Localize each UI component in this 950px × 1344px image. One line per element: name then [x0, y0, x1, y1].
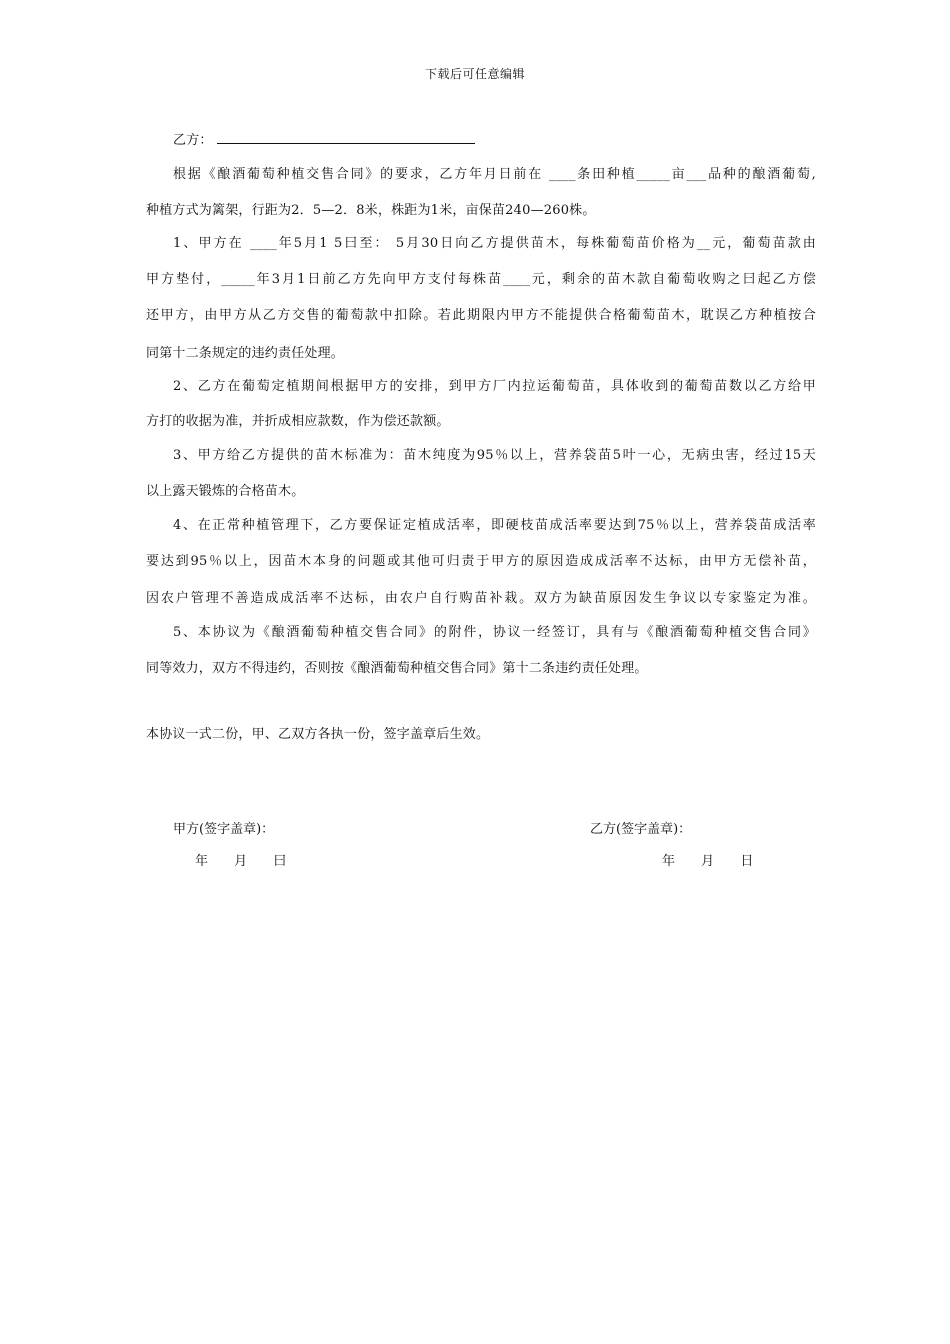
party-b-date	[662, 850, 753, 869]
clause-3-line: 以上露天锻炼的合格苗木。	[146, 484, 305, 499]
clause-1-line: 同第十二条规定的违约责任处理。	[146, 346, 345, 361]
clause-4-line: 因农户管理不善造成成活率不达标，由农户自行购苗补栽。双方为缺苗原因发生争议以专家鉴定为准。	[146, 591, 816, 606]
clause-1-line: 还甲方，由甲方从乙方交售的葡萄款中扣除。若此期限内甲方不能提供合格葡萄苗木，耽误乙方种植按合	[146, 308, 816, 323]
clause-2-line: 方打的收据为准，并折成相应款数，作为偿还款额。	[146, 414, 450, 429]
clause-3-line: 3、甲方给乙方提供的苗木标准为：苗木纯度为95％以上，营养袋苗5叶一心，无病虫害，经过15天	[173, 448, 816, 463]
clause-4-line: 4、在正常种植管理下，乙方要保证定植成活率，即硬枝苗成活率要达到75％以上，营养袋苗成活率	[173, 518, 816, 533]
clause-2-line: 2、乙方在葡萄定植期间根据甲方的安排，到甲方厂内拉运葡萄苗，具体收到的葡萄苗数以乙方给甲	[173, 379, 816, 394]
date-year: 年	[195, 854, 209, 869]
clause-1-line: 甲方垫付，_____年3月1日前乙方先向甲方支付每株苗____元，剩余的苗木款自葡萄收购之曰起乙方偿	[146, 272, 816, 287]
clause-4-line: 要达到95％以上，因苗木本身的问题或其他可归责于甲方的原因造成成活率不达标，由甲方无偿补苗，	[146, 554, 816, 569]
closing-statement: 本协议一式二份，甲、乙双方各执一份，签字盖章后生效。	[146, 727, 490, 742]
party-a-date	[195, 850, 286, 869]
party-b-blank	[217, 131, 475, 144]
paragraph-line: 种植方式为篱架，行距为2．5—2．8米，株距为1米，亩保苗240—260株。	[146, 203, 596, 218]
clause-5-line: 5、本协议为《酿酒葡萄种植交售合同》的附件，协议一经签订，具有与《酿酒葡萄种植交售合同》	[173, 625, 816, 640]
page-header: 下载后可任意编辑	[424, 67, 525, 81]
clause-1-line: 1、甲方在 ____年5月1 5曰至： 5月30日向乙方提供苗木，每株葡萄苗价格为__元，葡萄苗款由	[173, 236, 816, 251]
party-b-signature-label: 乙方(签字盖章)：	[590, 822, 692, 837]
party-b-label: 乙方：	[173, 133, 213, 148]
clause-5-line: 同等效力，双方不得违约，否则按《酿酒葡萄种植交售合同》第十二条违约责任处理。	[146, 661, 648, 676]
party-a-signature-label: 甲方(签字盖章)：	[173, 822, 275, 837]
party-b-line	[173, 129, 816, 148]
date-month: 月	[234, 854, 248, 869]
date-month: 月	[701, 854, 715, 869]
date-year: 年	[662, 854, 676, 869]
date-day: 曰	[273, 854, 287, 869]
paragraph-line: 根据《酿酒葡萄种植交售合同》的要求，乙方年月日前在 ____条田种植_____亩___品种的酿酒葡萄,	[173, 167, 816, 182]
date-day: 日	[740, 854, 754, 869]
